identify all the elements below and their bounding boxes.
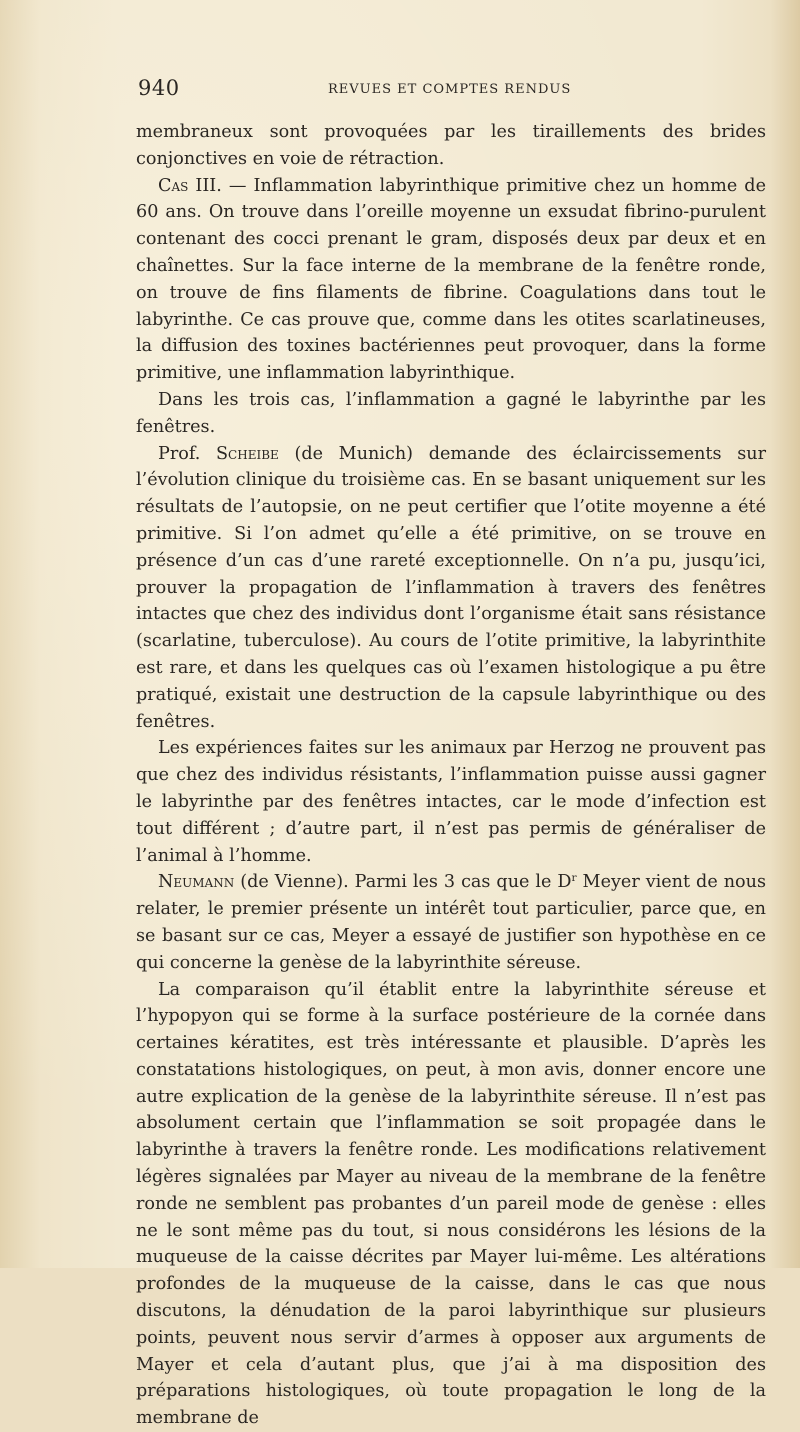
paragraph-text: membraneux sont provoquées par les tiraillements des brides conjonctives en voie de rétraction.	[136, 122, 766, 169]
paragraph	[136, 441, 766, 736]
paragraph-text: Meyer vient de nous relater, le premier présente un intérêt tout particulier, parce que, en se basant sur ce cas, Meyer a essayé de justifier son hypothèse en ce qui concerne la genèse de la labyrinthite séreuse.	[136, 872, 766, 972]
paragraph	[136, 735, 766, 869]
case-heading: Cas III.	[158, 176, 222, 196]
paragraph-text: (de Munich) demande des éclaircissements sur l’évolution clinique du troisième cas. En se basant uniquement sur les résultats de l’autopsie, on ne peut certifier que l’otite moyenne a été primitive. Si l’on admet qu’elle a été primitive, on se trouve en présence d’un cas d’une rareté exceptionnelle. On n’a pu, jusqu’ici, prouver la propagation de l’inflammation à travers des fenêtres intactes que chez des individus dont l’organisme était sans résistance (scarlatine, tuberculose). Au cours de l’otite primitive, la labyrinthite est rare, et dans les quelques cas où l’examen histologique a pu être pratiqué, existait une destruction de la capsule labyrinthique ou des fenêtres.	[136, 444, 766, 732]
paragraph-text: (de Vienne). Parmi les 3 cas que le D	[234, 872, 571, 892]
speaker-prefix: Prof.	[158, 444, 216, 464]
body-text	[136, 119, 766, 1432]
paragraph-text: Dans les trois cas, l’inflammation a gagné le labyrinthe par les fenêtres.	[136, 390, 766, 437]
paragraph	[136, 387, 766, 441]
paragraph	[136, 869, 766, 976]
paragraph	[136, 173, 766, 387]
superscript: r	[572, 873, 577, 885]
paragraph	[136, 977, 766, 1432]
page-header	[138, 76, 768, 106]
paragraph-text: La comparaison qu’il établit entre la labyrinthite séreuse et l’hypopyon qui se forme à la surface postérieure de la cornée dans certaines kératites, est très intéressante et plausible. D’après les constatations histologiques, on peut, à mon avis, donner encore une autre explication de la genèse de la labyrinthite séreuse. Il n’est pas absolument certain que l’inflammation se soit propagée dans le labyrinthe à travers la fenêtre ronde. Les modifications relativement légères signalées par Mayer au niveau de la membrane de la fenêtre ronde ne semblent pas probantes d’un pareil mode de genèse : elles ne le sont même pas du tout, si nous considérons les lésions de la muqueuse de la caisse décrites par Mayer lui-même. Les altérations profondes de la muqueuse de la caisse, dans le cas que nous discutons, la dénudation de la paroi labyrinthique sur plusieurs points, peuvent nous servir d’armes à opposer aux arguments de Mayer et cela d’autant plus, que j’ai à ma disposition des préparations histologiques, où toute propagation le long de la membrane de	[136, 980, 766, 1429]
paragraph-text: — Inflammation labyrinthique primitive chez un homme de 60 ans. On trouve dans l’oreille moyenne un exsudat fibrino-purulent contenant des cocci prenant le gram, disposés deux par deux et en chaînettes. Sur la face interne de la membrane de la fenêtre ronde, on trouve de fins filaments de fibrine. Coagulations dans tout le labyrinthe. Ce cas prouve que, comme dans les otites scarlatineuses, la diffusion des toxines bactériennes peut provoquer, dans la forme primitive, une inflammation labyrinthique.	[136, 176, 766, 384]
paragraph-text: Les expériences faites sur les animaux par Herzog ne prouvent pas que chez des individus résistants, l’inflammation puisse aussi gagner le labyrinthe par des fenêtres intactes, car le mode d’infection est tout différent ; d’autre part, il n’est pas permis de généraliser de l’animal à l’homme.	[136, 738, 766, 865]
paragraph	[136, 119, 766, 173]
speaker-name: Scheibe	[216, 444, 279, 464]
running-head: REVUES ET COMPTES RENDUS	[328, 82, 571, 97]
page-number: 940	[138, 76, 180, 100]
speaker-name: Neumann	[158, 872, 234, 892]
